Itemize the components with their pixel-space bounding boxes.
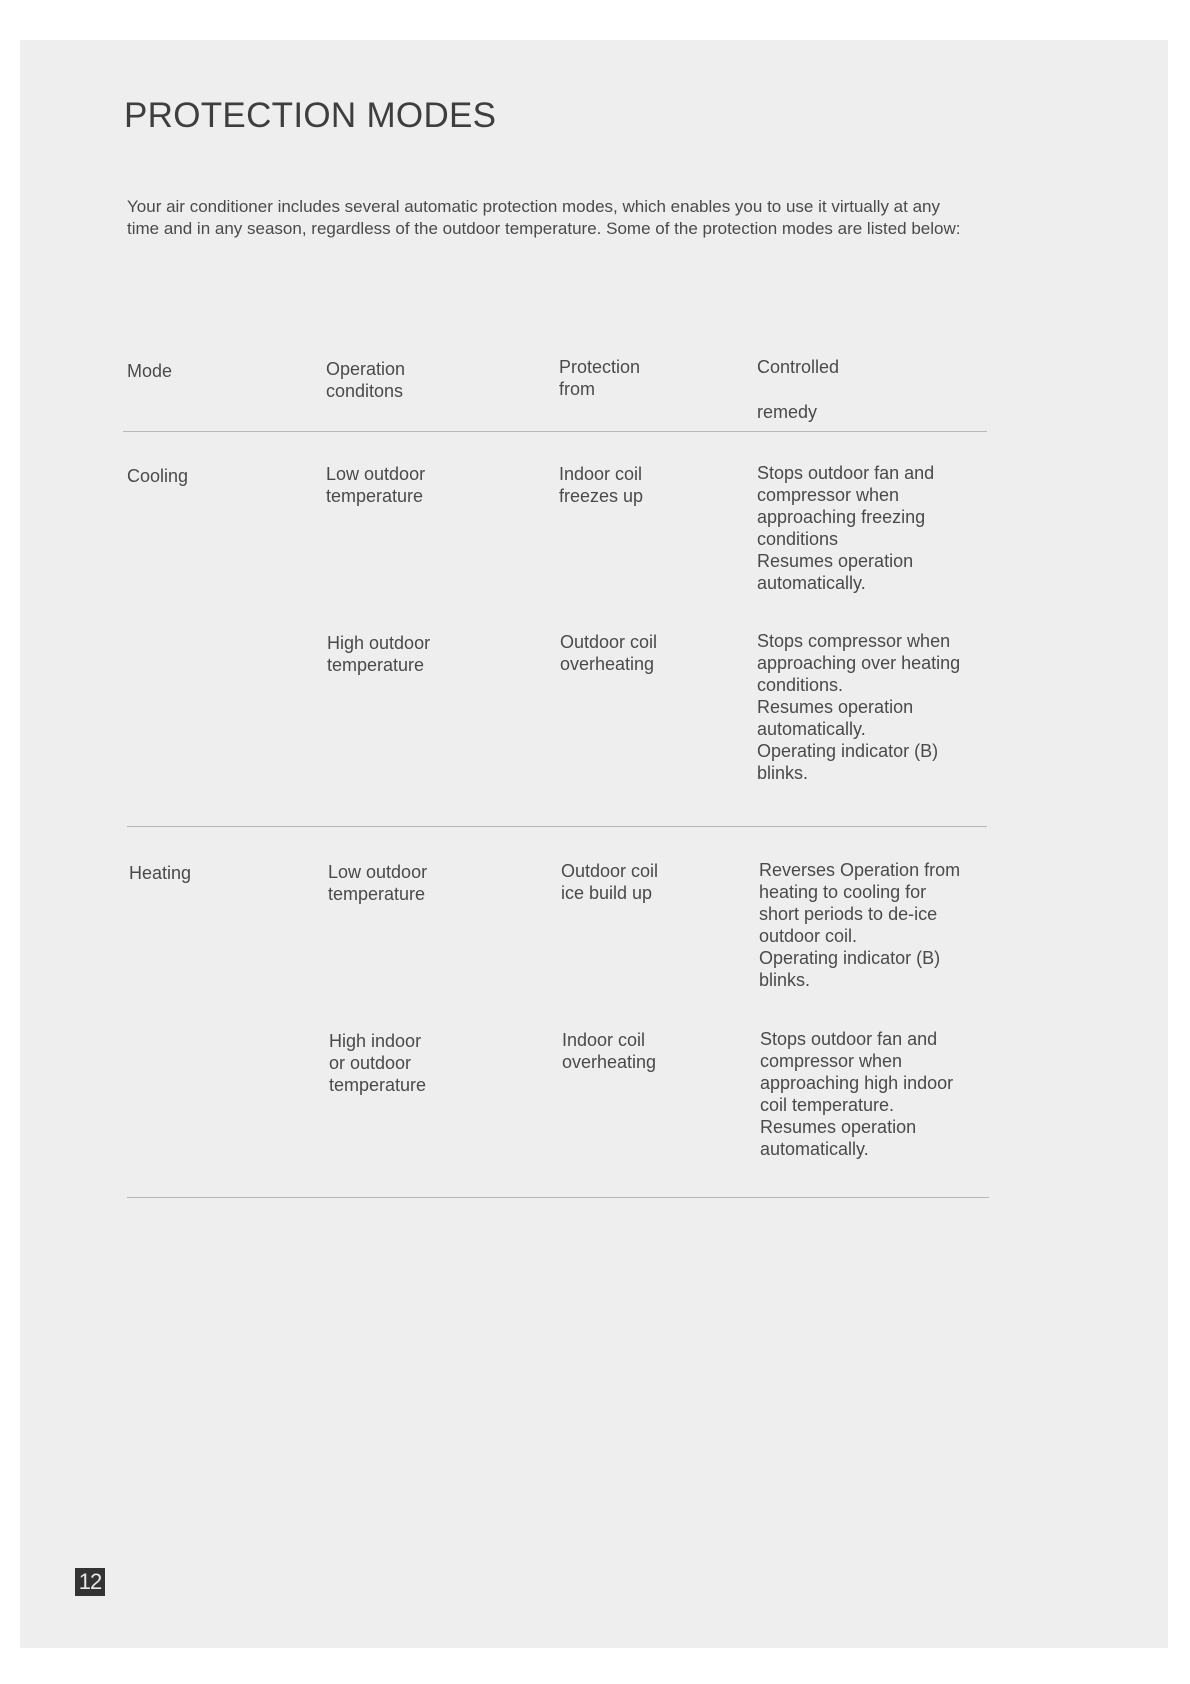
row-cooling-high-protection: Outdoor coil overheating [560,632,658,674]
row-cooling-mode: Cooling [127,466,189,486]
row-heating-high-remedy: Stops outdoor fan and compressor when approaching high indoor coil temperature. Resumes operation automatically. [760,1029,954,1159]
row-heating-high-protection: Indoor coil overheating [562,1030,657,1072]
row-heating-low-protection: Outdoor coil ice build up [561,861,659,903]
table-bottom-divider [127,1197,989,1198]
row-heating-mode: Heating [129,863,192,883]
header-protection-from: Protection from [559,357,641,399]
row-cooling-low-conditions: Low outdoor temperature [326,464,426,506]
row-heating-low-conditions: Low outdoor temperature [328,862,428,904]
header-divider [123,431,987,432]
page-number: 12 [75,1568,105,1596]
header-mode: Mode [127,361,173,381]
row-cooling-low-remedy: Stops outdoor fan and compressor when approaching freezing conditions Resumes operation automatically. [757,463,935,593]
row-cooling-high-remedy: Stops compressor when approaching over heating conditions. Resumes operation automatically. Operating indicator (B) blinks. [757,631,961,783]
row-heating-low-remedy: Reverses Operation from heating to cooling for short periods to de-ice outdoor coil. Operating indicator (B) blinks. [759,860,961,990]
header-remedy: remedy [757,402,818,422]
page-sheet [20,40,1168,1648]
row-heating-high-conditions: High indoor or outdoor temperature [329,1031,427,1095]
section-divider [127,826,987,827]
row-cooling-low-protection: Indoor coil freezes up [559,464,644,506]
row-cooling-high-conditions: High outdoor temperature [327,633,431,675]
header-operation-conditions: Operation conditons [326,359,406,401]
header-controlled: Controlled [757,357,840,377]
intro-paragraph: Your air conditioner includes several automatic protection modes, which enables you to use it virtually at any time and in any season, regardless of the outdoor temperature. Some of the protection modes are listed below: [127,197,961,238]
page-title: PROTECTION MODES [124,96,497,135]
